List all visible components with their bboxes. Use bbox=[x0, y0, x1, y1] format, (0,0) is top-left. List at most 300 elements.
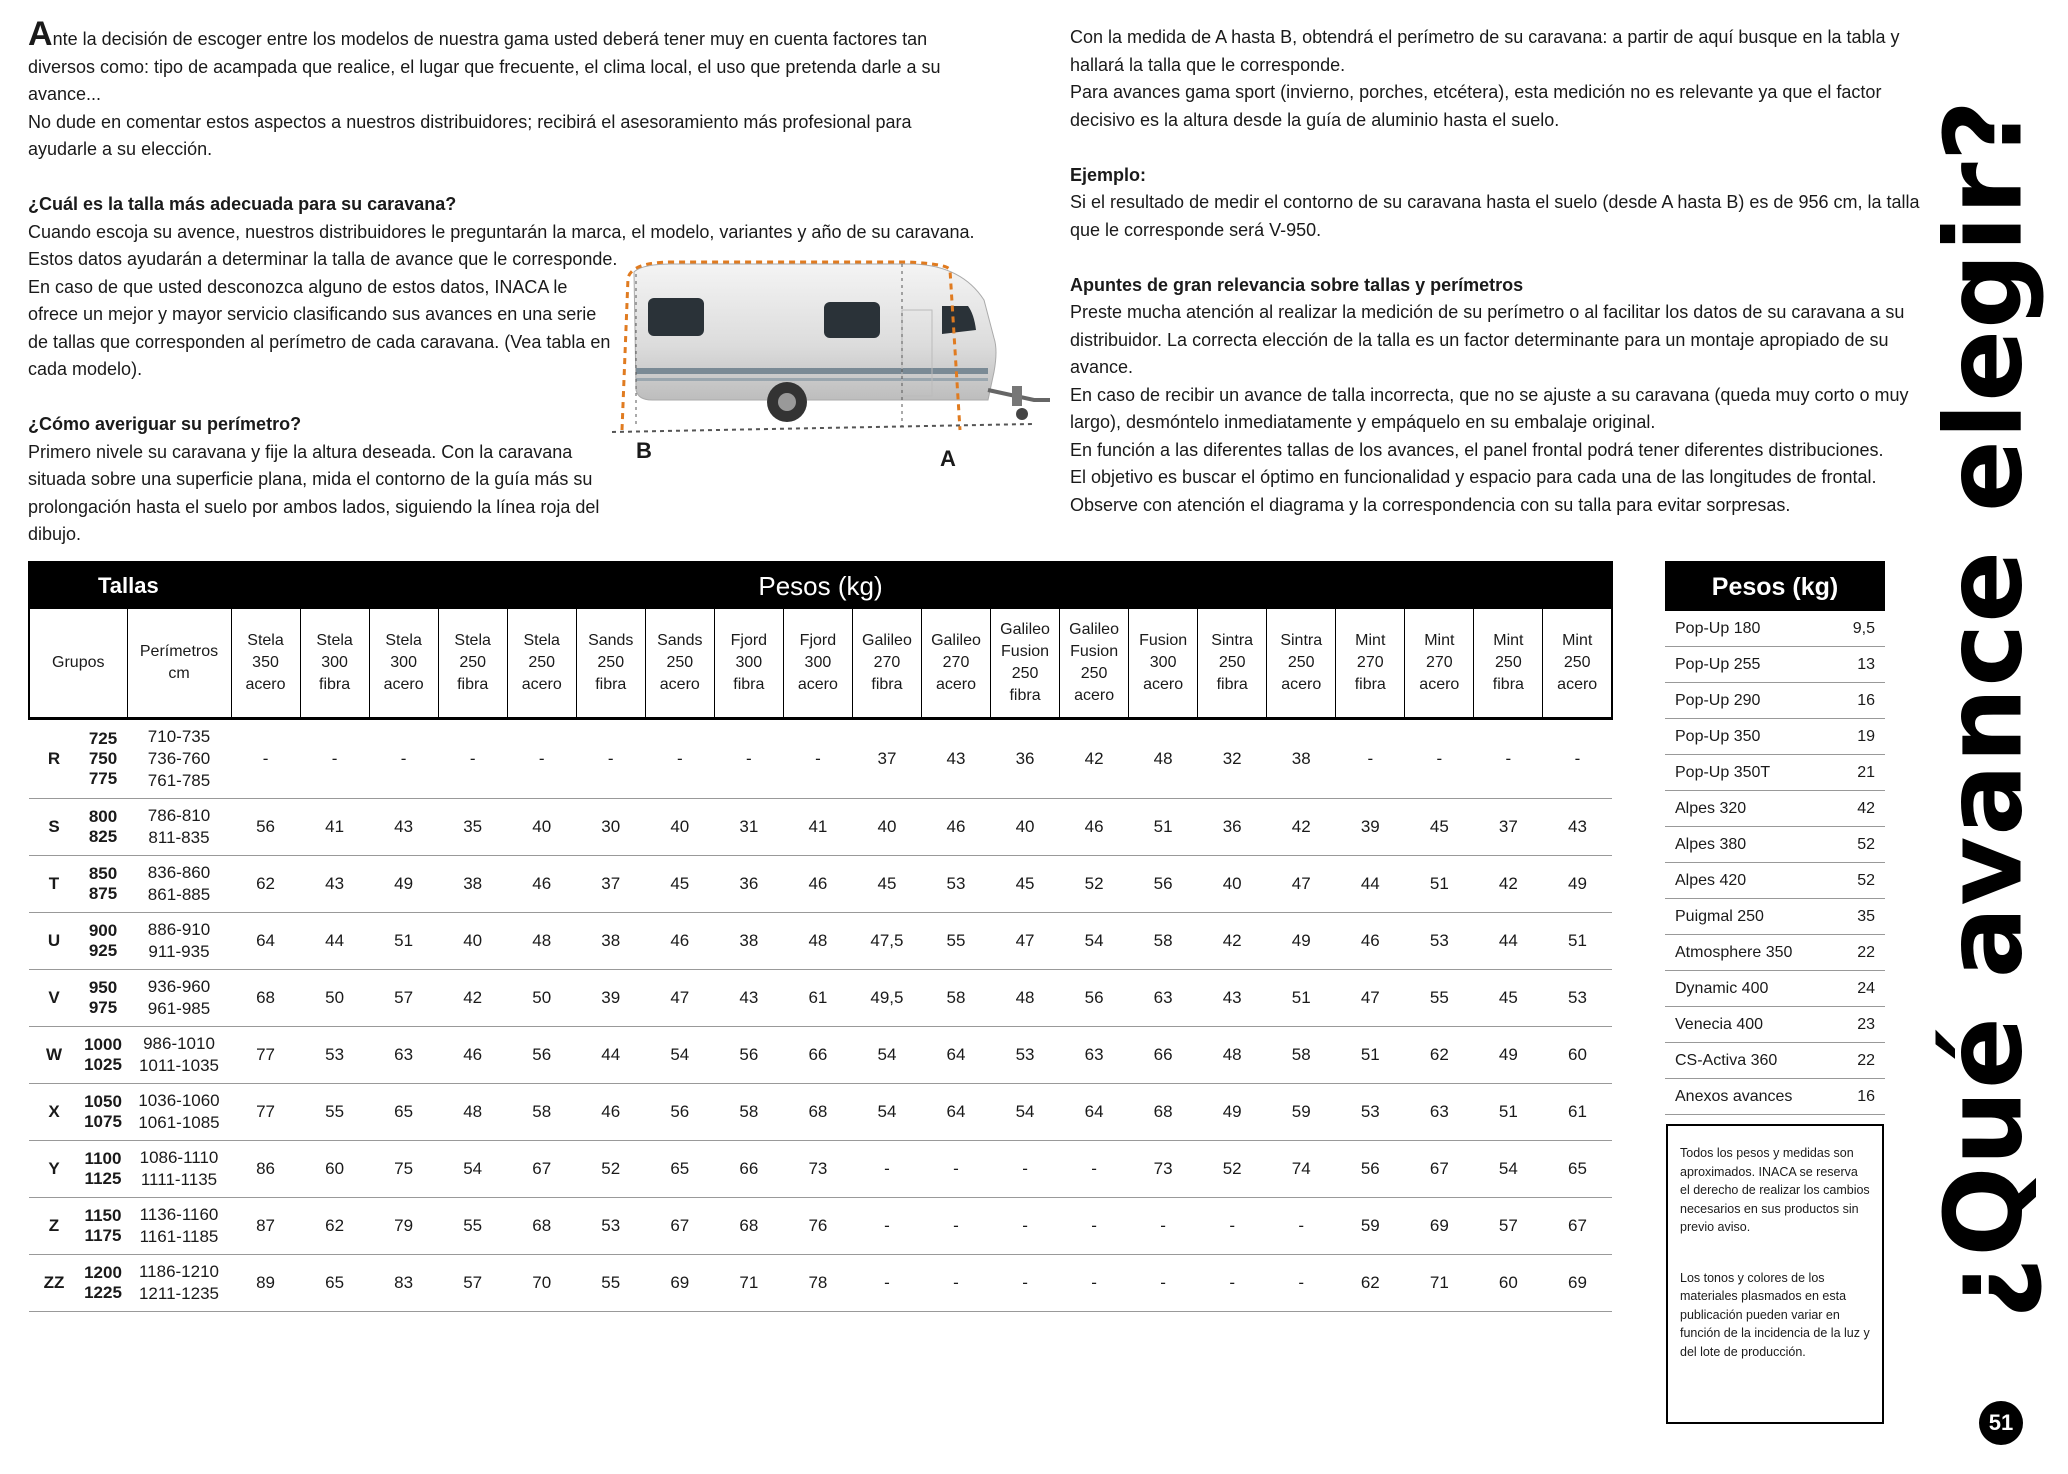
weight-cell: 51 bbox=[1474, 1084, 1543, 1141]
weight-cell: 64 bbox=[231, 913, 300, 970]
weight-cell: 54 bbox=[1060, 913, 1129, 970]
weight-cell: 36 bbox=[714, 856, 783, 913]
side-table-row bbox=[1665, 1079, 1885, 1115]
weight-cell: 62 bbox=[1405, 1027, 1474, 1084]
perimeter-cell: 1086-1110 1111-1135 bbox=[127, 1141, 231, 1198]
weight-cell: 66 bbox=[1129, 1027, 1198, 1084]
weight-cell: 49,5 bbox=[852, 970, 921, 1027]
header-perimetros: Perímetros cm bbox=[127, 609, 231, 719]
perimeter-cell: 836-860 861-885 bbox=[127, 856, 231, 913]
weight-cell: - bbox=[1267, 1255, 1336, 1312]
weight-cell: 38 bbox=[576, 913, 645, 970]
weight-cell: - bbox=[300, 719, 369, 799]
weight-cell: 55 bbox=[576, 1255, 645, 1312]
heading-ejemplo: Ejemplo: bbox=[1070, 164, 1147, 185]
weight-cell: 40 bbox=[438, 913, 507, 970]
product-weight: 13 bbox=[1857, 656, 1875, 673]
weight-cell: 37 bbox=[852, 719, 921, 799]
size-codes-cell: 900 925 bbox=[79, 913, 127, 970]
weight-cell: 64 bbox=[1060, 1084, 1129, 1141]
header-model: Sands 250 fibra bbox=[576, 609, 645, 719]
table-row bbox=[29, 856, 1612, 913]
weight-cell: 48 bbox=[1198, 1027, 1267, 1084]
talla-paragraph-2: En caso de que usted desconozca alguno de estos datos, INACA le ofrece un mejor y mayor servicio clasificando sus avances en una serie de tallas que corresponden al perímetro de cada caravana. (Vea tabla en cada modelo). bbox=[28, 276, 611, 379]
weight-cell: 56 bbox=[714, 1027, 783, 1084]
product-name: Anexos avances bbox=[1675, 1088, 1793, 1105]
header-model: Stela 350 acero bbox=[231, 609, 300, 719]
weight-cell: 65 bbox=[1543, 1141, 1612, 1198]
weight-cell: 60 bbox=[300, 1141, 369, 1198]
weight-cell: 52 bbox=[1198, 1141, 1267, 1198]
weight-cell: 78 bbox=[783, 1255, 852, 1312]
weight-cell: 53 bbox=[991, 1027, 1060, 1084]
weight-cell: 53 bbox=[576, 1198, 645, 1255]
weight-cell: 44 bbox=[1474, 913, 1543, 970]
weight-cell: 50 bbox=[507, 970, 576, 1027]
pesos-label: Pesos (kg) bbox=[758, 571, 883, 601]
table-row bbox=[29, 719, 1612, 799]
group-cell: W bbox=[29, 1027, 79, 1084]
weight-cell: 42 bbox=[438, 970, 507, 1027]
weight-cell: 52 bbox=[1060, 856, 1129, 913]
weight-cell: 54 bbox=[438, 1141, 507, 1198]
drop-cap: A bbox=[28, 15, 53, 53]
header-model: Galileo 270 fibra bbox=[852, 609, 921, 719]
weight-cell: 79 bbox=[369, 1198, 438, 1255]
weight-cell: 44 bbox=[300, 913, 369, 970]
size-codes-cell: 1100 1125 bbox=[79, 1141, 127, 1198]
heading-talla: ¿Cuál es la talla más adecuada para su caravana? bbox=[28, 194, 457, 214]
weight-cell: 74 bbox=[1267, 1141, 1336, 1198]
disclaimer-box bbox=[1666, 1124, 1884, 1424]
perimeter-cell: 936-960 961-985 bbox=[127, 970, 231, 1027]
weight-cell: 64 bbox=[921, 1084, 990, 1141]
group-cell: Z bbox=[29, 1198, 79, 1255]
weight-cell: 46 bbox=[783, 856, 852, 913]
product-weight: 9,5 bbox=[1852, 620, 1875, 637]
weight-cell: 67 bbox=[1405, 1141, 1474, 1198]
weight-cell: - bbox=[1060, 1141, 1129, 1198]
weight-cell: 63 bbox=[1060, 1027, 1129, 1084]
weight-cell: 40 bbox=[1198, 856, 1267, 913]
weight-cell: - bbox=[852, 1255, 921, 1312]
weight-cell: 55 bbox=[438, 1198, 507, 1255]
side-table-header: Pesos (kg) bbox=[1665, 561, 1885, 611]
weight-cell: 67 bbox=[645, 1198, 714, 1255]
weight-cell: - bbox=[991, 1141, 1060, 1198]
right-text-column bbox=[1070, 24, 1920, 519]
weight-cell: 71 bbox=[1405, 1255, 1474, 1312]
product-weight: 42 bbox=[1857, 800, 1875, 817]
header-model: Sands 250 acero bbox=[645, 609, 714, 719]
weight-cell: 56 bbox=[645, 1084, 714, 1141]
header-model: Stela 300 acero bbox=[369, 609, 438, 719]
weight-cell: 61 bbox=[1543, 1084, 1612, 1141]
weight-cell: 43 bbox=[300, 856, 369, 913]
side-table-row bbox=[1665, 899, 1885, 935]
apuntes-paragraph-1: Preste mucha atención al realizar la medición de su perímetro o al facilitar los datos de su caravana a su distribuidor. La correcta elección de la talla es un factor determinante para un montaje apropiado de su avance. bbox=[1070, 302, 1905, 377]
weight-cell: - bbox=[231, 719, 300, 799]
side-table-row bbox=[1665, 1043, 1885, 1079]
weight-cell: 46 bbox=[1060, 799, 1129, 856]
table-row bbox=[29, 1198, 1612, 1255]
weight-cell: 40 bbox=[645, 799, 714, 856]
weight-cell: 51 bbox=[1336, 1027, 1405, 1084]
weight-cell: 54 bbox=[852, 1084, 921, 1141]
weight-cell: - bbox=[1060, 1198, 1129, 1255]
weight-cell: 63 bbox=[1129, 970, 1198, 1027]
weight-cell: 37 bbox=[1474, 799, 1543, 856]
perimeter-cell: 1036-1060 1061-1085 bbox=[127, 1084, 231, 1141]
weight-cell: 51 bbox=[1267, 970, 1336, 1027]
weight-cell: 56 bbox=[507, 1027, 576, 1084]
group-cell: U bbox=[29, 913, 79, 970]
weight-cell: 60 bbox=[1474, 1255, 1543, 1312]
weight-cell: - bbox=[991, 1255, 1060, 1312]
weight-cell: 62 bbox=[231, 856, 300, 913]
product-name: Alpes 380 bbox=[1675, 836, 1747, 853]
weight-cell: 77 bbox=[231, 1027, 300, 1084]
right-paragraph-1: Con la medida de A hasta B, obtendrá el perímetro de su caravana: a partir de aquí busque en la tabla y hallará la talla que le corresponde. bbox=[1070, 27, 1900, 75]
weight-cell: - bbox=[369, 719, 438, 799]
weight-cell: 77 bbox=[231, 1084, 300, 1141]
weight-cell: 47 bbox=[1336, 970, 1405, 1027]
weight-cell: 60 bbox=[1543, 1027, 1612, 1084]
product-weight: 22 bbox=[1857, 944, 1875, 961]
perimeter-cell: 786-810 811-835 bbox=[127, 799, 231, 856]
header-model: Sintra 250 fibra bbox=[1198, 609, 1267, 719]
weight-cell: 46 bbox=[438, 1027, 507, 1084]
product-name: Pop-Up 290 bbox=[1675, 692, 1761, 709]
weight-cell: 56 bbox=[231, 799, 300, 856]
weight-cell: 87 bbox=[231, 1198, 300, 1255]
weight-cell: 49 bbox=[1474, 1027, 1543, 1084]
group-cell: R bbox=[29, 719, 79, 799]
product-name: Pop-Up 255 bbox=[1675, 656, 1761, 673]
heading-perimetro: ¿Cómo averiguar su perímetro? bbox=[28, 414, 302, 434]
table-row bbox=[29, 1084, 1612, 1141]
header-model: Stela 250 fibra bbox=[438, 609, 507, 719]
weight-cell: 37 bbox=[576, 856, 645, 913]
weight-cell: 31 bbox=[714, 799, 783, 856]
weight-cell: 51 bbox=[369, 913, 438, 970]
disclaimer-1: Todos los pesos y medidas son aproximados. INACA se reserva el derecho de realizar los cambios necesarios en sus productos sin previo aviso. bbox=[1680, 1146, 1870, 1234]
header-model: Fjord 300 acero bbox=[783, 609, 852, 719]
sizes-weights-table bbox=[28, 561, 1613, 1312]
perimeter-cell: 986-1010 1011-1035 bbox=[127, 1027, 231, 1084]
weight-cell: 36 bbox=[1198, 799, 1267, 856]
weight-cell: 48 bbox=[991, 970, 1060, 1027]
weight-cell: 47 bbox=[991, 913, 1060, 970]
side-table-row bbox=[1665, 683, 1885, 719]
weight-cell: 36 bbox=[991, 719, 1060, 799]
weight-cell: 45 bbox=[1405, 799, 1474, 856]
product-name: Alpes 420 bbox=[1675, 872, 1747, 889]
product-weight: 16 bbox=[1857, 692, 1875, 709]
size-codes-cell: 1150 1175 bbox=[79, 1198, 127, 1255]
header-model: Mint 250 fibra bbox=[1474, 609, 1543, 719]
weight-cell: 46 bbox=[576, 1084, 645, 1141]
product-weight: 52 bbox=[1857, 872, 1875, 889]
side-table-row bbox=[1665, 791, 1885, 827]
weight-cell: - bbox=[921, 1198, 990, 1255]
weight-cell: 89 bbox=[231, 1255, 300, 1312]
weight-cell: 58 bbox=[1267, 1027, 1336, 1084]
weight-cell: 51 bbox=[1405, 856, 1474, 913]
product-weight: 21 bbox=[1857, 764, 1875, 781]
table-row bbox=[29, 799, 1612, 856]
weight-cell: 58 bbox=[1129, 913, 1198, 970]
apuntes-paragraph-2: En caso de recibir un avance de talla incorrecta, que no se ajuste a su caravana (queda muy corto o muy largo), desmóntelo inmediatamente y empáquelo en su embalaje original. bbox=[1070, 384, 1909, 432]
weight-cell: 63 bbox=[1405, 1084, 1474, 1141]
header-grupos: Grupos bbox=[29, 609, 127, 719]
group-cell: S bbox=[29, 799, 79, 856]
weight-cell: 65 bbox=[300, 1255, 369, 1312]
weight-cell: 71 bbox=[714, 1255, 783, 1312]
side-table-row bbox=[1665, 971, 1885, 1007]
weight-cell: - bbox=[783, 719, 852, 799]
weight-cell: - bbox=[1198, 1255, 1267, 1312]
weights-grid bbox=[28, 609, 1613, 1312]
weight-cell: 53 bbox=[921, 856, 990, 913]
weight-cell: 43 bbox=[921, 719, 990, 799]
weight-cell: 67 bbox=[507, 1141, 576, 1198]
side-table-row bbox=[1665, 935, 1885, 971]
product-weight: 16 bbox=[1857, 1088, 1875, 1105]
weight-cell: 68 bbox=[1129, 1084, 1198, 1141]
weight-cell: 68 bbox=[714, 1198, 783, 1255]
weight-cell: 46 bbox=[921, 799, 990, 856]
weight-cell: 41 bbox=[783, 799, 852, 856]
weight-cell: 52 bbox=[576, 1141, 645, 1198]
table-header-bar bbox=[28, 561, 1613, 609]
disclaimer-2: Los tonos y colores de los materiales plasmados en esta publicación pueden variar en función de la incidencia de la luz y del lote de producción. bbox=[1680, 1270, 1870, 1359]
size-codes-cell: 1050 1075 bbox=[79, 1084, 127, 1141]
weight-cell: 45 bbox=[852, 856, 921, 913]
weight-cell: 39 bbox=[576, 970, 645, 1027]
weight-cell: 53 bbox=[1336, 1084, 1405, 1141]
weight-cell: 46 bbox=[645, 913, 714, 970]
weight-cell: 58 bbox=[921, 970, 990, 1027]
weight-cell: - bbox=[1474, 719, 1543, 799]
product-weight: 23 bbox=[1857, 1016, 1875, 1033]
weight-cell: 68 bbox=[231, 970, 300, 1027]
product-name: Alpes 320 bbox=[1675, 800, 1747, 817]
weight-cell: 59 bbox=[1267, 1084, 1336, 1141]
weight-cell: 56 bbox=[1129, 856, 1198, 913]
weight-cell: 53 bbox=[1543, 970, 1612, 1027]
weight-cell: - bbox=[1336, 719, 1405, 799]
weight-cell: 45 bbox=[1474, 970, 1543, 1027]
weight-cell: 67 bbox=[1543, 1198, 1612, 1255]
weight-cell: 57 bbox=[369, 970, 438, 1027]
weight-cell: 54 bbox=[645, 1027, 714, 1084]
weight-cell: 56 bbox=[1336, 1141, 1405, 1198]
label-a: A bbox=[940, 446, 956, 471]
weight-cell: 55 bbox=[921, 913, 990, 970]
weight-cell: 42 bbox=[1474, 856, 1543, 913]
apuntes-paragraph-4: El objetivo es buscar el óptimo en funcionalidad y espacio para cada una de las longitudes de frontal. bbox=[1070, 467, 1877, 487]
header-model: Sintra 250 acero bbox=[1267, 609, 1336, 719]
weight-cell: 32 bbox=[1198, 719, 1267, 799]
header-model: Galileo Fusion 250 fibra bbox=[991, 609, 1060, 719]
weight-cell: 38 bbox=[714, 913, 783, 970]
weight-cell: 42 bbox=[1060, 719, 1129, 799]
weight-cell: - bbox=[921, 1141, 990, 1198]
right-paragraph-2: Para avances gama sport (invierno, porches, etcétera), esta medición no es relevante ya que el factor decisivo es la altura desde la guía de aluminio hasta el suelo. bbox=[1070, 82, 1882, 130]
product-name: Dynamic 400 bbox=[1675, 980, 1769, 997]
weight-cell: 55 bbox=[1405, 970, 1474, 1027]
intro-paragraph-2: No dude en comentar estos aspectos a nuestros distribuidores; recibirá el asesoramiento más profesional para ayudarle a su elección. bbox=[28, 111, 912, 159]
header-model: Galileo 270 acero bbox=[921, 609, 990, 719]
weight-cell: 39 bbox=[1336, 799, 1405, 856]
side-table-row bbox=[1665, 611, 1885, 647]
size-codes-cell: 725 750 775 bbox=[79, 719, 127, 799]
weight-cell: - bbox=[1060, 1255, 1129, 1312]
weight-cell: 47 bbox=[645, 970, 714, 1027]
table-row bbox=[29, 913, 1612, 970]
header-model: Fusion 300 acero bbox=[1129, 609, 1198, 719]
header-model: Stela 250 acero bbox=[507, 609, 576, 719]
side-table-row bbox=[1665, 863, 1885, 899]
weight-cell: 56 bbox=[1060, 970, 1129, 1027]
weight-cell: 59 bbox=[1336, 1198, 1405, 1255]
weight-cell: - bbox=[507, 719, 576, 799]
weight-cell: 65 bbox=[369, 1084, 438, 1141]
side-title: ¿Qué avance elegir? bbox=[1922, 98, 2046, 1320]
weight-cell: 49 bbox=[1543, 856, 1612, 913]
weight-cell: 45 bbox=[645, 856, 714, 913]
weight-cell: 43 bbox=[1198, 970, 1267, 1027]
table-row bbox=[29, 1141, 1612, 1198]
weight-cell: 42 bbox=[1267, 799, 1336, 856]
weight-cell: 58 bbox=[714, 1084, 783, 1141]
product-name: Pop-Up 180 bbox=[1675, 620, 1761, 637]
product-name: CS-Activa 360 bbox=[1675, 1052, 1778, 1069]
side-table-row bbox=[1665, 827, 1885, 863]
weight-cell: 51 bbox=[1129, 799, 1198, 856]
weight-cell: 35 bbox=[438, 799, 507, 856]
talla-paragraph-1: Cuando escoja su avence, nuestros distribuidores le preguntarán la marca, el modelo, variantes y año de su caravana. Estos datos ayudarán a determinar la talla de avance que le corresponde. bbox=[28, 221, 975, 269]
weight-cell: 48 bbox=[507, 913, 576, 970]
weight-cell: 61 bbox=[783, 970, 852, 1027]
weight-cell: 73 bbox=[1129, 1141, 1198, 1198]
weight-cell: 42 bbox=[1198, 913, 1267, 970]
weight-cell: 73 bbox=[783, 1141, 852, 1198]
weight-cell: - bbox=[921, 1255, 990, 1312]
weight-cell: 69 bbox=[1405, 1198, 1474, 1255]
weight-cell: 75 bbox=[369, 1141, 438, 1198]
weight-cell: 66 bbox=[783, 1027, 852, 1084]
ejemplo-paragraph: Si el resultado de medir el contorno de su caravana hasta el suelo (desde A hasta B) es de 956 cm, la talla que le corresponde será V-950. bbox=[1070, 192, 1920, 240]
page-number: 51 bbox=[1979, 1401, 2023, 1445]
weight-cell: 58 bbox=[507, 1084, 576, 1141]
header-model: Mint 270 acero bbox=[1405, 609, 1474, 719]
weight-cell: 30 bbox=[576, 799, 645, 856]
caravan-illustration bbox=[612, 250, 1072, 480]
weight-cell: 70 bbox=[507, 1255, 576, 1312]
weight-cell: 54 bbox=[991, 1084, 1060, 1141]
heading-apuntes: Apuntes de gran relevancia sobre tallas y perímetros bbox=[1070, 274, 1524, 295]
weight-cell: - bbox=[438, 719, 507, 799]
apuntes-paragraph-5: Observe con atención el diagrama y la correspondencia con su talla para evitar sorpresas. bbox=[1070, 494, 1791, 515]
perimeter-cell: 1186-1210 1211-1235 bbox=[127, 1255, 231, 1312]
weight-cell: 57 bbox=[1474, 1198, 1543, 1255]
weight-cell: 46 bbox=[1336, 913, 1405, 970]
apuntes-paragraph-3: En función a las diferentes tallas de los avances, el panel frontal podrá tener diferentes distribuciones. bbox=[1070, 439, 1884, 460]
weight-cell: 49 bbox=[1198, 1084, 1267, 1141]
weight-cell: 45 bbox=[991, 856, 1060, 913]
weight-cell: - bbox=[852, 1198, 921, 1255]
weight-cell: 64 bbox=[921, 1027, 990, 1084]
product-name: Venecia 400 bbox=[1675, 1016, 1764, 1033]
product-weight: 19 bbox=[1857, 728, 1875, 745]
weight-cell: 40 bbox=[852, 799, 921, 856]
weight-cell: 43 bbox=[1543, 799, 1612, 856]
accessory-weights-table bbox=[1665, 561, 1885, 1115]
weight-cell: 43 bbox=[714, 970, 783, 1027]
weight-cell: 46 bbox=[507, 856, 576, 913]
side-table-row bbox=[1665, 1007, 1885, 1043]
weight-cell: 44 bbox=[576, 1027, 645, 1084]
header-model: Mint 270 fibra bbox=[1336, 609, 1405, 719]
tallas-label: Tallas bbox=[98, 573, 159, 598]
header-model: Stela 300 fibra bbox=[300, 609, 369, 719]
perimetro-paragraph: Primero nivele su caravana y fije la altura deseada. Con la caravana situada sobre una superficie plana, mida el contorno de la guía más su prolongación hasta el suelo por ambos lados, siguiendo la línea roja del dibujo. bbox=[28, 441, 600, 544]
weight-cell: - bbox=[852, 1141, 921, 1198]
table-row bbox=[29, 970, 1612, 1027]
weight-cell: - bbox=[1405, 719, 1474, 799]
weight-cell: 53 bbox=[1405, 913, 1474, 970]
weight-cell: 38 bbox=[1267, 719, 1336, 799]
weight-cell: 54 bbox=[852, 1027, 921, 1084]
header-model: Galileo Fusion 250 acero bbox=[1060, 609, 1129, 719]
product-weight: 35 bbox=[1857, 908, 1875, 925]
perimeter-cell: 886-910 911-935 bbox=[127, 913, 231, 970]
product-weight: 52 bbox=[1857, 836, 1875, 853]
weight-cell: 54 bbox=[1474, 1141, 1543, 1198]
weight-cell: 38 bbox=[438, 856, 507, 913]
table-row bbox=[29, 1255, 1612, 1312]
group-cell: T bbox=[29, 856, 79, 913]
weight-cell: 48 bbox=[1129, 719, 1198, 799]
product-weight: 22 bbox=[1857, 1052, 1875, 1069]
weight-cell: - bbox=[645, 719, 714, 799]
weight-cell: - bbox=[1198, 1198, 1267, 1255]
product-name: Puigmal 250 bbox=[1675, 908, 1764, 925]
weight-cell: - bbox=[1267, 1198, 1336, 1255]
weight-cell: - bbox=[714, 719, 783, 799]
weight-cell: - bbox=[1129, 1198, 1198, 1255]
side-table-row bbox=[1665, 755, 1885, 791]
weight-cell: 41 bbox=[300, 799, 369, 856]
weight-cell: 49 bbox=[369, 856, 438, 913]
weight-cell: - bbox=[1129, 1255, 1198, 1312]
weight-cell: 62 bbox=[300, 1198, 369, 1255]
weight-cell: 43 bbox=[369, 799, 438, 856]
weight-cell: - bbox=[1543, 719, 1612, 799]
weight-cell: 47 bbox=[1267, 856, 1336, 913]
table-row bbox=[29, 1027, 1612, 1084]
weight-cell: 40 bbox=[991, 799, 1060, 856]
weight-cell: 50 bbox=[300, 970, 369, 1027]
weight-cell: 62 bbox=[1336, 1255, 1405, 1312]
group-cell: X bbox=[29, 1084, 79, 1141]
product-name: Atmosphere 350 bbox=[1675, 944, 1793, 961]
group-cell: Y bbox=[29, 1141, 79, 1198]
weight-cell: 47,5 bbox=[852, 913, 921, 970]
header-model: Fjord 300 fibra bbox=[714, 609, 783, 719]
